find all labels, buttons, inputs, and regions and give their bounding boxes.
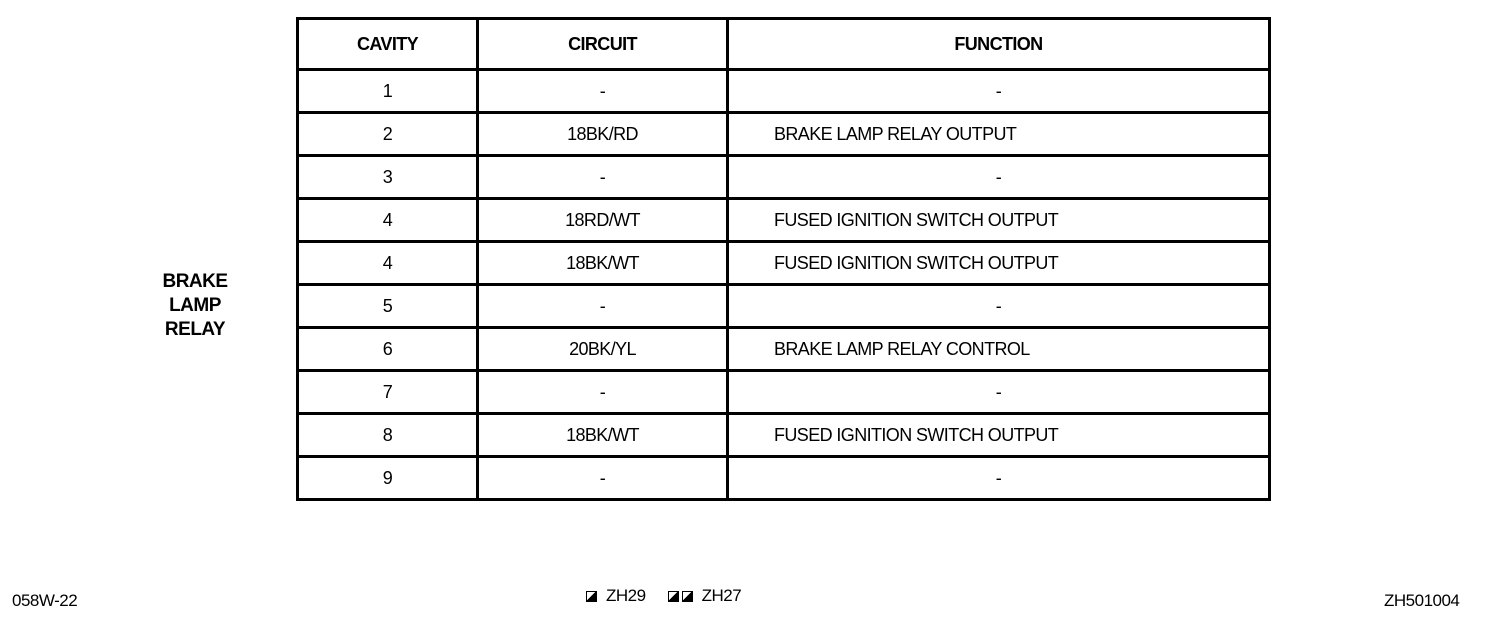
- table-row: [298, 457, 1270, 500]
- function-cell: -: [728, 156, 1270, 199]
- component-label-line: RELAY: [164, 319, 226, 340]
- function-cell: -: [728, 457, 1270, 500]
- cavity-cell: 4: [298, 242, 478, 285]
- cavity-cell: 1: [298, 70, 478, 113]
- component-label-line: LAMP: [169, 295, 221, 316]
- circuit-cell: -: [478, 371, 728, 414]
- circuit-cell: -: [478, 70, 728, 113]
- table-row: [298, 371, 1270, 414]
- function-cell: FUSED IGNITION SWITCH OUTPUT: [728, 242, 1270, 285]
- cavity-cell: 7: [298, 371, 478, 414]
- table-row: [298, 328, 1270, 371]
- table-row: [298, 414, 1270, 457]
- header-function: FUNCTION: [728, 19, 1270, 70]
- cavity-cell: 6: [298, 328, 478, 371]
- circuit-cell: 18BK/RD: [478, 113, 728, 156]
- circuit-cell: 20BK/YL: [478, 328, 728, 371]
- table-row: [298, 199, 1270, 242]
- model-code: ZH27: [701, 586, 742, 605]
- function-cell: -: [728, 285, 1270, 328]
- function-cell: -: [728, 371, 1270, 414]
- function-cell: FUSED IGNITION SWITCH OUTPUT: [728, 414, 1270, 457]
- figure-code-left: 058W-22: [12, 591, 78, 610]
- function-cell: BRAKE LAMP RELAY CONTROL: [728, 328, 1270, 371]
- cavity-cell: 5: [298, 285, 478, 328]
- cavity-cell: 4: [298, 199, 478, 242]
- table-row: [298, 156, 1270, 199]
- table-row: [298, 242, 1270, 285]
- cavity-cell: 3: [298, 156, 478, 199]
- component-label: [150, 270, 240, 342]
- figure-code-right: ZH501004: [1384, 591, 1460, 610]
- cavity-cell: 9: [298, 457, 478, 500]
- circuit-cell: 18BK/WT: [478, 414, 728, 457]
- table-header-row: [298, 19, 1270, 70]
- header-circuit: CIRCUIT: [478, 19, 728, 70]
- connector-pinout-table: [296, 17, 1271, 501]
- table-row: [298, 285, 1270, 328]
- circuit-cell: -: [478, 285, 728, 328]
- function-cell: BRAKE LAMP RELAY OUTPUT: [728, 113, 1270, 156]
- circuit-cell: 18BK/WT: [478, 242, 728, 285]
- model-icon: [682, 591, 693, 602]
- circuit-cell: 18RD/WT: [478, 199, 728, 242]
- model-code: ZH29: [606, 586, 646, 605]
- component-label-line: BRAKE: [162, 271, 228, 292]
- circuit-cell: -: [478, 457, 728, 500]
- table-row: [298, 113, 1270, 156]
- model-icon: [586, 591, 597, 602]
- function-cell: FUSED IGNITION SWITCH OUTPUT: [728, 199, 1270, 242]
- table-row: [298, 70, 1270, 113]
- cavity-cell: 2: [298, 113, 478, 156]
- header-cavity: CAVITY: [298, 19, 478, 70]
- cavity-cell: 8: [298, 414, 478, 457]
- circuit-cell: -: [478, 156, 728, 199]
- model-icon: [668, 591, 679, 602]
- function-cell: -: [728, 70, 1270, 113]
- model-applicability: [586, 586, 763, 606]
